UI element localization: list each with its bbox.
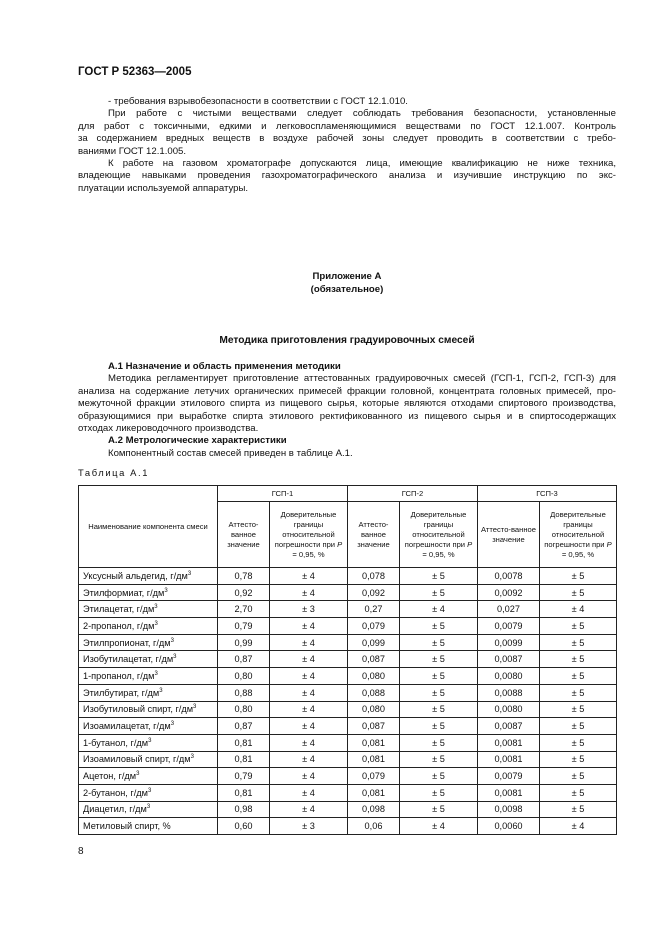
value-cell: 0,81: [218, 751, 270, 768]
value-cell: 0,27: [348, 601, 400, 618]
confidence-cell: ± 5: [400, 718, 478, 735]
value-cell: 0,079: [348, 618, 400, 635]
value-cell: 0,06: [348, 818, 400, 835]
value-cell: 0,087: [348, 651, 400, 668]
component-name-cell: Изоамиловый спирт, $г/дм^3$: [79, 751, 218, 768]
value-cell: 0,99: [218, 634, 270, 651]
value-cell: 0,88: [218, 684, 270, 701]
appendix-title: Методика приготовления градуировочных смесей: [219, 335, 475, 346]
confidence-cell: ± 3: [270, 818, 348, 835]
table-row: [79, 634, 617, 651]
intro-line: владеющие навыками проведения газохроматографического анализа и изучившие инструкцию по экс-: [78, 170, 616, 182]
value-cell: 0,92: [218, 584, 270, 601]
confidence-cell: ± 5: [540, 584, 617, 601]
component-name-cell: 2-пропанол, $г/дм^3$: [79, 618, 218, 635]
section-a1-line: Методика регламентирует приготовление аттестованных градуировочных смесей (ГСП-1, ГСП-2, ГСП-3) для: [108, 373, 616, 385]
value-cell: 0,0081: [478, 734, 540, 751]
confidence-cell: ± 5: [540, 734, 617, 751]
value-cell: 0,0060: [478, 818, 540, 835]
confidence-header: Доверительные границы относительной погрешности при P = 0,95, %: [400, 502, 478, 568]
value-cell: 0,0087: [478, 651, 540, 668]
group-header: ГСП-1: [218, 486, 348, 502]
confidence-cell: ± 4: [540, 818, 617, 835]
value-cell: 0,0087: [478, 718, 540, 735]
value-cell: 0,081: [348, 734, 400, 751]
page-number: 8: [78, 846, 84, 857]
confidence-cell: ± 5: [540, 784, 617, 801]
value-cell: 0,0088: [478, 684, 540, 701]
confidence-cell: ± 4: [270, 584, 348, 601]
confidence-cell: ± 5: [540, 801, 617, 818]
component-name-cell: Метиловый спирт, %: [79, 818, 218, 835]
component-name-cell: Уксусный альдегид, $г/дм^3$: [79, 568, 218, 585]
table-row: [79, 601, 617, 618]
confidence-cell: ± 5: [540, 568, 617, 585]
appendix-status: (обязательное): [310, 283, 384, 295]
intro-line: При работе с чистыми веществами следует соблюдать требования безопасности, установленные: [108, 108, 616, 120]
confidence-cell: ± 4: [400, 818, 478, 835]
table-row: [79, 701, 617, 718]
confidence-cell: ± 3: [270, 601, 348, 618]
component-name-cell: 1-бутанол, $г/дм^3$: [79, 734, 218, 751]
confidence-cell: ± 5: [540, 668, 617, 685]
group-header: ГСП-2: [348, 486, 478, 502]
confidence-cell: ± 5: [540, 718, 617, 735]
intro-line: - требования взрывобезопасности в соответствии с ГОСТ 12.1.010.: [108, 96, 408, 107]
component-name-cell: Изобутилацетат, $г/дм^3$: [79, 651, 218, 668]
section-a1-line: анализа на содержание летучих органических примесей фракции головной, концентрата головных примесей, про-: [78, 385, 616, 397]
component-name-cell: Этилбутират, $г/дм^3$: [79, 684, 218, 701]
confidence-cell: ± 4: [270, 684, 348, 701]
confidence-cell: ± 4: [270, 801, 348, 818]
component-name-cell: Изобутиловый спирт, $г/дм^3$: [79, 701, 218, 718]
section-a2-heading: А.2 Метрологические характеристики: [108, 435, 287, 447]
confidence-cell: ± 5: [400, 701, 478, 718]
value-cell: 0,79: [218, 768, 270, 785]
value-cell: 0,98: [218, 801, 270, 818]
table-row: [79, 801, 617, 818]
value-cell: 0,87: [218, 718, 270, 735]
intro-line: ваниями ГОСТ 12.1.005.: [78, 145, 187, 157]
value-cell: 0,099: [348, 634, 400, 651]
value-cell: 0,0080: [478, 701, 540, 718]
table-caption: Таблица А.1: [78, 467, 150, 478]
confidence-cell: ± 5: [540, 768, 617, 785]
table-row: [79, 718, 617, 735]
component-name-cell: Изоамилацетат, $г/дм^3$: [79, 718, 218, 735]
confidence-cell: ± 5: [540, 701, 617, 718]
document-code: ГОСТ Р 52363—2005: [78, 66, 192, 78]
intro-line: для работ с токсичными, едкими и легковоспламеняющимися веществами по ГОСТ 12.1.007. Контроль: [78, 120, 616, 132]
confidence-cell: ± 4: [270, 784, 348, 801]
component-name-cell: 2-бутанон, $г/дм^3$: [79, 784, 218, 801]
confidence-cell: ± 4: [270, 618, 348, 635]
table-row: [79, 751, 617, 768]
value-cell: 0,81: [218, 734, 270, 751]
group-header: ГСП-3: [478, 486, 617, 502]
confidence-cell: ± 4: [270, 734, 348, 751]
value-cell: 0,078: [348, 568, 400, 585]
confidence-cell: ± 5: [400, 618, 478, 635]
value-cell: 0,0079: [478, 618, 540, 635]
value-cell: 0,78: [218, 568, 270, 585]
section-a1-line: образующимися при выработке спирта этилового ректификованного из пищевого сырья и в спиртосодержащих: [78, 410, 616, 422]
intro-line: К работе на газовом хроматографе допускаются лица, имеющие квалификацию не ниже техника,: [108, 158, 616, 170]
confidence-cell: ± 5: [400, 651, 478, 668]
confidence-cell: ± 5: [400, 584, 478, 601]
value-cell: 0,0081: [478, 751, 540, 768]
intro-line: за содержанием вредных веществ в воздухе рабочей зоны следует проводить в соответствии с требо-: [78, 133, 616, 145]
component-name-cell: 1-пропанол, $г/дм^3$: [79, 668, 218, 685]
value-cell: 0,87: [218, 651, 270, 668]
value-cell: 0,079: [348, 768, 400, 785]
confidence-cell: ± 4: [270, 701, 348, 718]
confidence-cell: ± 5: [400, 668, 478, 685]
table-row: [79, 684, 617, 701]
component-name-header: Наименование компонента смеси: [79, 486, 218, 568]
confidence-cell: ± 5: [400, 634, 478, 651]
value-cell: 0,80: [218, 668, 270, 685]
value-cell: 0,81: [218, 784, 270, 801]
confidence-cell: ± 5: [540, 651, 617, 668]
value-cell: 0,080: [348, 668, 400, 685]
confidence-cell: ± 4: [400, 601, 478, 618]
confidence-cell: ± 5: [400, 751, 478, 768]
confidence-cell: ± 4: [270, 634, 348, 651]
value-cell: 0,0080: [478, 668, 540, 685]
table-row: [79, 651, 617, 668]
value-cell: 0,0099: [478, 634, 540, 651]
value-cell: 0,081: [348, 751, 400, 768]
components-table: [78, 485, 617, 835]
value-cell: 0,087: [348, 718, 400, 735]
value-cell: 0,081: [348, 784, 400, 801]
section-a1-line: отходах ликероводочного производства.: [78, 423, 259, 435]
confidence-cell: ± 4: [540, 601, 617, 618]
confidence-cell: ± 5: [400, 734, 478, 751]
component-name-cell: Этилформиат, $г/дм^3$: [79, 584, 218, 601]
value-cell: 0,79: [218, 618, 270, 635]
section-a1: [78, 361, 616, 460]
confidence-cell: ± 5: [400, 768, 478, 785]
confidence-cell: ± 5: [400, 684, 478, 701]
value-cell: 0,60: [218, 818, 270, 835]
value-cell: 0,098: [348, 801, 400, 818]
confidence-cell: ± 5: [540, 618, 617, 635]
intro-text: [78, 96, 616, 195]
table-row: [79, 768, 617, 785]
value-header: Аттесто-ванное значение: [348, 502, 400, 568]
value-cell: 0,0079: [478, 768, 540, 785]
confidence-cell: ± 5: [540, 684, 617, 701]
intro-line: плуатации используемой аппаратуры.: [78, 182, 249, 194]
confidence-header: Доверительные границы относительной погрешности при P = 0,95, %: [540, 502, 617, 568]
confidence-cell: ± 4: [270, 668, 348, 685]
value-cell: 2,70: [218, 601, 270, 618]
confidence-cell: ± 4: [270, 768, 348, 785]
table-row: [79, 818, 617, 835]
section-a1-line: межуточной фракции этилового спирта из пищевого сырья, которые являются отходами спиртового производства,: [78, 398, 616, 410]
table-row: [79, 618, 617, 635]
value-cell: 0,027: [478, 601, 540, 618]
section-a2-line: Компонентный состав смесей приведен в таблице А.1.: [108, 447, 353, 459]
value-cell: 0,0098: [478, 801, 540, 818]
appendix-heading: [78, 271, 616, 296]
confidence-cell: ± 5: [540, 634, 617, 651]
component-name-cell: Этилпропионат, $г/дм^3$: [79, 634, 218, 651]
table-row: [79, 734, 617, 751]
table-row: [79, 584, 617, 601]
value-cell: 0,092: [348, 584, 400, 601]
confidence-cell: ± 4: [270, 568, 348, 585]
value-cell: 0,080: [348, 701, 400, 718]
value-cell: 0,088: [348, 684, 400, 701]
confidence-header: Доверительные границы относительной погрешности при P = 0,95, %: [270, 502, 348, 568]
value-cell: 0,0078: [478, 568, 540, 585]
confidence-cell: ± 4: [270, 751, 348, 768]
component-name-cell: Этилацетат, $г/дм^3$: [79, 601, 218, 618]
appendix-label: Приложение А: [312, 271, 382, 282]
confidence-cell: ± 5: [400, 801, 478, 818]
confidence-cell: ± 5: [540, 751, 617, 768]
component-name-cell: Диацетил, $г/дм^3$: [79, 801, 218, 818]
confidence-cell: ± 4: [270, 651, 348, 668]
confidence-cell: ± 5: [400, 784, 478, 801]
value-cell: 0,80: [218, 701, 270, 718]
table-row: [79, 668, 617, 685]
value-header: Аттесто-ванное значение: [218, 502, 270, 568]
component-name-cell: Ацетон, $г/дм^3$: [79, 768, 218, 785]
table-row: [79, 784, 617, 801]
table-row: [79, 568, 617, 585]
confidence-cell: ± 5: [400, 568, 478, 585]
value-cell: 0,0081: [478, 784, 540, 801]
confidence-cell: ± 4: [270, 718, 348, 735]
value-cell: 0,0092: [478, 584, 540, 601]
value-header: Аттесто-ванное значение: [478, 502, 540, 568]
section-a1-heading: А.1 Назначение и область применения методики: [108, 361, 341, 372]
